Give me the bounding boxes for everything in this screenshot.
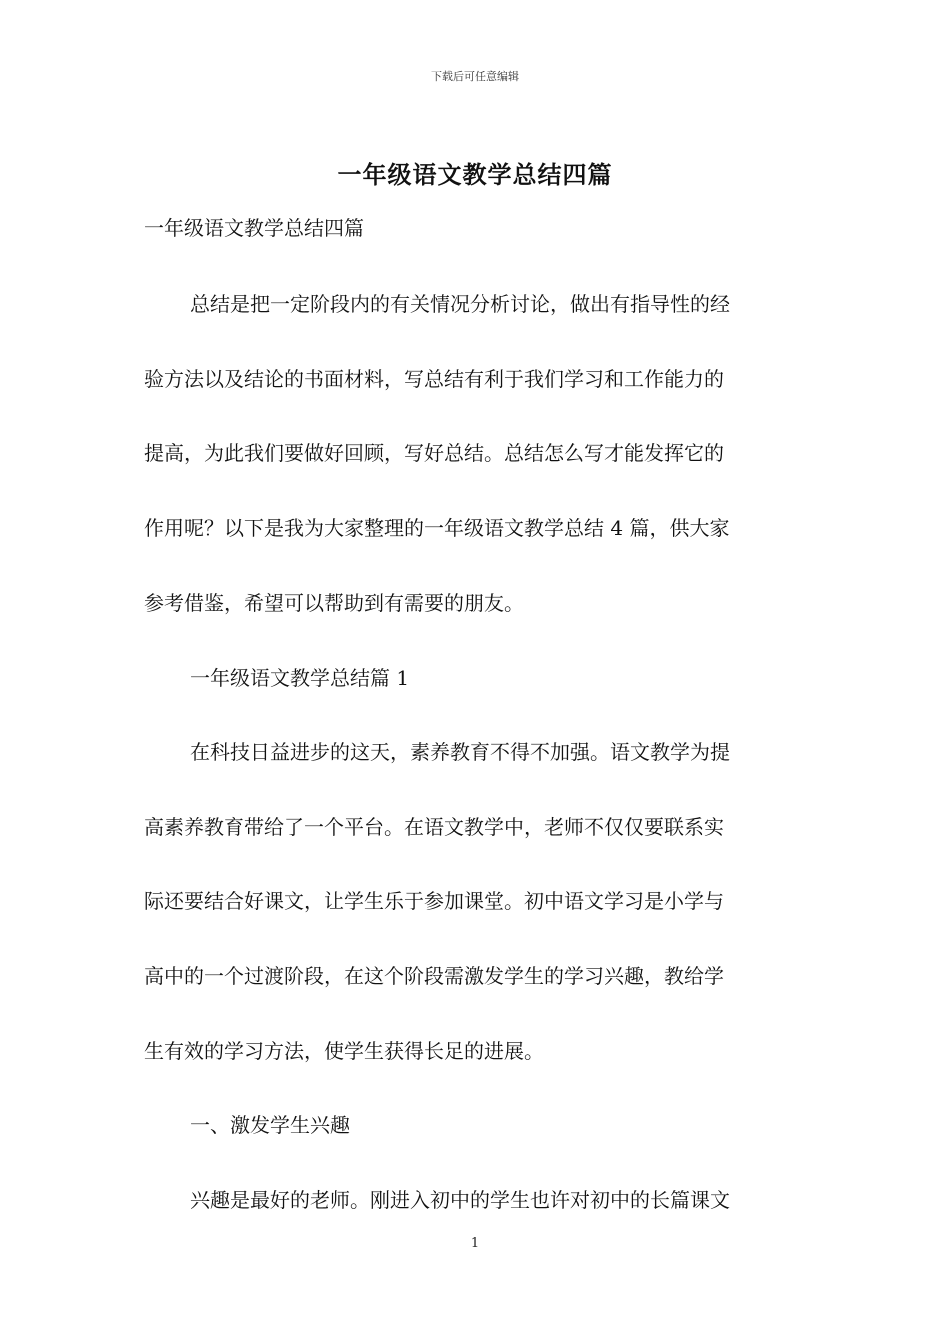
paragraph-line: 在科技日益进步的这天，素养教育不得不加强。语文教学为提 [190, 740, 730, 764]
paragraph-line: 作用呢？以下是我为大家整理的一年级语文教学总结 4 篇，供大家 [144, 516, 730, 540]
paragraph-line: 参考借鉴，希望可以帮助到有需要的朋友。 [144, 591, 524, 615]
paragraph-line: 高中的一个过渡阶段，在这个阶段需激发学生的学习兴趣，教给学 [144, 964, 724, 988]
header-note: 下载后可任意编辑 [431, 70, 519, 83]
paragraph-line: 高素养教育带给了一个平台。在语文教学中，老师不仅仅要联系实 [144, 815, 724, 839]
paragraph-line: 提高，为此我们要做好回顾，写好总结。总结怎么写才能发挥它的 [144, 441, 724, 465]
section-heading: 一、激发学生兴趣 [190, 1113, 350, 1137]
paragraph-line: 际还要结合好课文，让学生乐于参加课堂。初中语文学习是小学与 [144, 889, 724, 913]
document-subtitle: 一年级语文教学总结四篇 [144, 216, 364, 240]
page-number: 1 [470, 1236, 480, 1251]
paragraph-line: 验方法以及结论的书面材料，写总结有利于我们学习和工作能力的 [144, 367, 724, 391]
section-heading: 一年级语文教学总结篇 1 [190, 666, 410, 690]
paragraph-line: 总结是把一定阶段内的有关情况分析讨论，做出有指导性的经 [190, 292, 730, 316]
paragraph-line: 兴趣是最好的老师。刚进入初中的学生也许对初中的长篇课文 [190, 1188, 730, 1212]
document-title: 一年级语文教学总结四篇 [337, 160, 613, 189]
paragraph-line: 生有效的学习方法，使学生获得长足的进展。 [144, 1039, 544, 1063]
